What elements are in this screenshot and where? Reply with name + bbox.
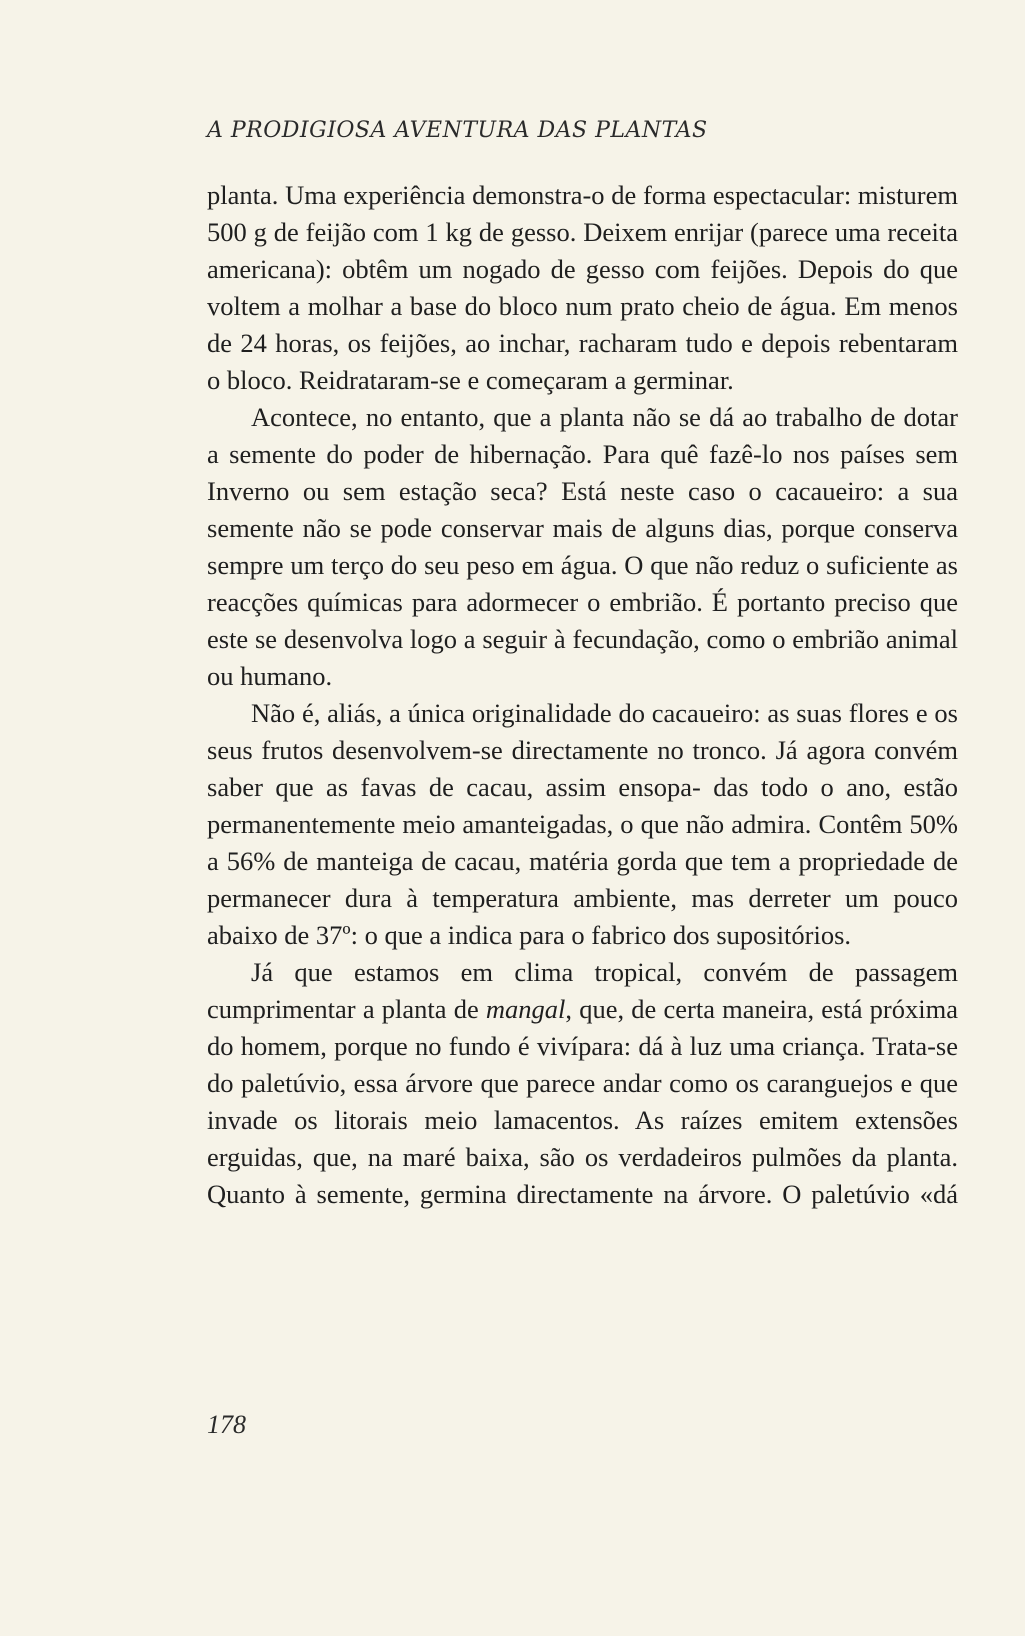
paragraph-4 bbox=[207, 954, 958, 1213]
paragraph-3: Não é, aliás, a única originalidade do cacaueiro: as suas flores e os seus frutos desenvolvem-se directamente no tronco. Já agora convém saber que as favas de cacau, assim ensopa- das todo o ano, estão permanentemente meio amanteigadas, o que não admira. Contêm 50% a 56% de manteiga de cacau, matéria gorda que tem a propriedade de permanecer dura à temperatura ambiente, mas derreter um pouco abaixo de 37º: o que a indica para o fabrico dos supositórios. bbox=[207, 698, 958, 950]
running-head: A PRODIGIOSA AVENTURA DAS PLANTAS bbox=[207, 118, 708, 143]
page-number: 178 bbox=[207, 1410, 246, 1439]
paragraph-2: Acontece, no entanto, que a planta não se dá ao trabalho de dotar a semente do poder de hibernação. Para quê fazê-lo nos países sem Inverno ou sem estação seca? Está neste caso o cacaueiro: a sua semente não se pode conservar mais de alguns dias, porque conserva sempre um terço do seu peso em água. O que não reduz o suficiente as reacções químicas para adormecer o embrião. É portanto preciso que este se desenvolva logo a seguir à fecundação, como o embrião animal ou humano. bbox=[207, 402, 958, 691]
body-text bbox=[207, 177, 958, 1213]
paragraph-4-part-2: , que, de certa maneira, está próxima do homem, porque no fundo é vivípara: dá à luz uma criança. Trata-se do paletúvio, essa árvore que parece andar como os caranguejos e que invade os litorais meio lamacentos. As raízes emitem extensões erguidas, que, na maré baixa, são os verdadeiros pulmões da planta. Quanto à semente, germina directamente na árvore. O paletúvio «dá bbox=[207, 994, 958, 1209]
italic-term: mangal bbox=[485, 994, 566, 1024]
paragraph-1: planta. Uma experiência demonstra-o de forma espectacular: misturem 500 g de feijão com 1 kg de gesso. Deixem enrijar (parece uma receita americana): obtêm um nogado de gesso com feijões. Depois do que voltem a molhar a base do bloco num prato cheio de água. Em menos de 24 horas, os feijões, ao inchar, racharam tudo e depois rebentaram o bloco. Reidrataram-se e começaram a germinar. bbox=[207, 180, 958, 395]
paragraph-4-part-1: Já que estamos em clima tropical, convém de passagem cumprimentar a planta de bbox=[207, 957, 958, 1024]
